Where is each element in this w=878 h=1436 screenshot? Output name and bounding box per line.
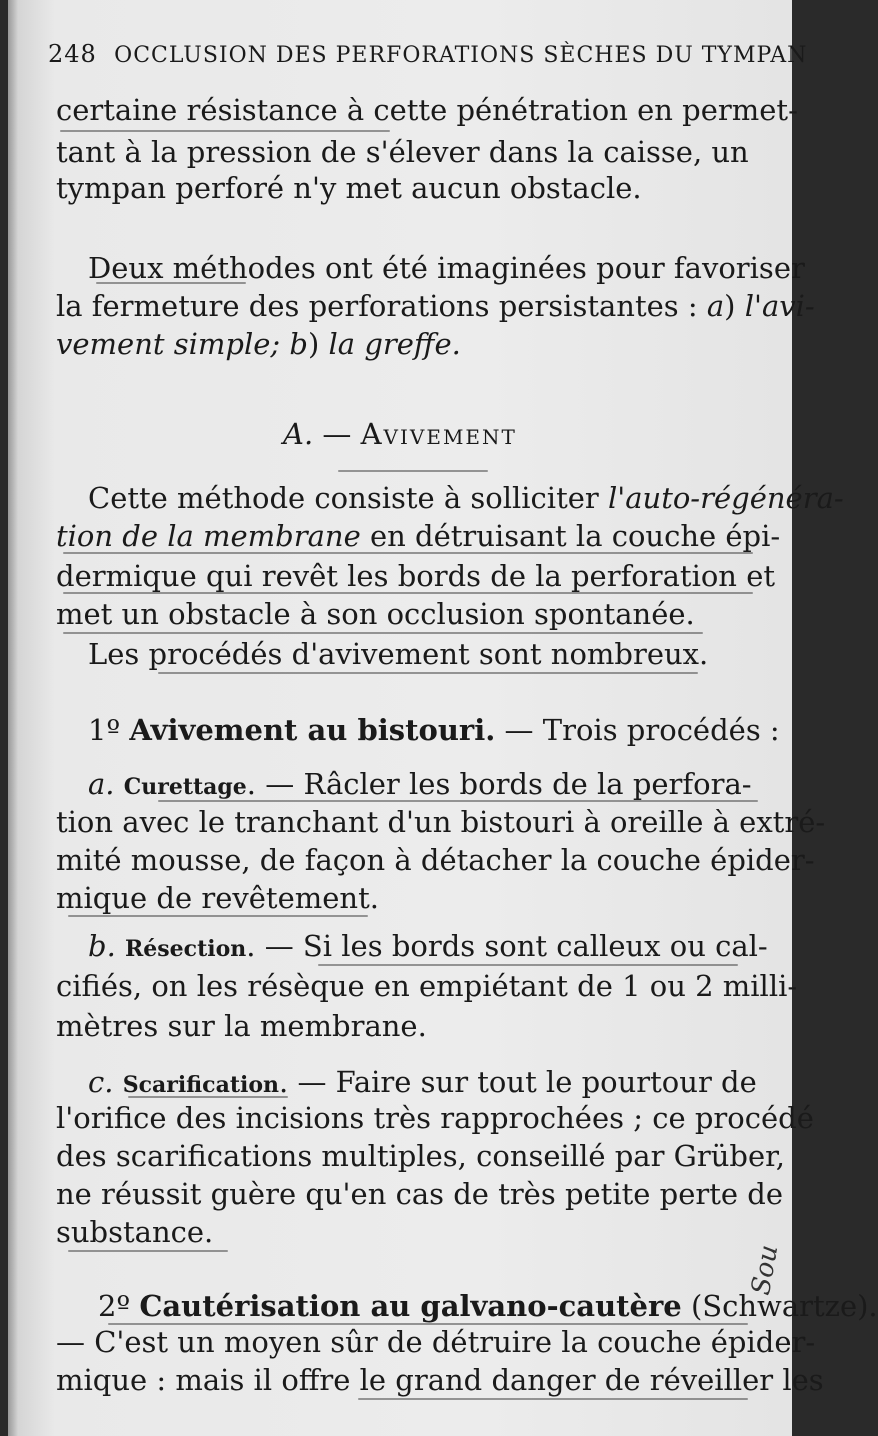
item-c-line-4: ne réussit guère qu'en cas de très petite perte de xyxy=(56,1177,783,1211)
subsection-2-number: 2º xyxy=(98,1289,140,1323)
subsection-1-number: 1º xyxy=(88,713,130,747)
item-a-line-3: mité mousse, de façon à détacher la couche épider- xyxy=(56,843,815,877)
subsection-2-line-3: mique : mais il offre le grand danger de réveiller les xyxy=(56,1363,824,1397)
p2-l3-greffe: la greffe. xyxy=(328,327,461,361)
page-number: 248 xyxy=(48,40,97,68)
paragraph-3-line-3: dermique qui revêt les bords de la perforation et xyxy=(56,559,776,593)
paragraph-3-line-5: Les procédés d'avivement sont nombreux. xyxy=(88,637,709,671)
item-b-line-1 xyxy=(88,926,768,969)
pencil-underline xyxy=(158,672,698,674)
item-c-title: Scarification xyxy=(122,1072,280,1098)
pencil-underline xyxy=(96,282,246,284)
pencil-underline xyxy=(318,964,738,966)
paragraph-2-line-3 xyxy=(56,324,461,364)
item-b-label: b. xyxy=(88,929,116,963)
section-a-heading xyxy=(283,414,517,454)
item-b-line-2: cifiés, on les résèque en empiétant de 1 ou 2 milli- xyxy=(56,969,798,1003)
subsection-1-rest: — Trois procédés : xyxy=(495,713,780,747)
p3-l2-italic: tion de la membrane xyxy=(56,519,361,553)
section-a-title: Avivement xyxy=(360,417,517,451)
paragraph-3-line-4: met un obstacle à son occlusion spontanée. xyxy=(56,597,695,631)
pencil-underline xyxy=(108,1323,748,1325)
subsection-2-title: Cautérisation au galvano-cautère xyxy=(139,1289,682,1323)
p2-l2-letter-a: a xyxy=(706,289,725,323)
pencil-underline xyxy=(63,592,753,594)
running-title: OCCLUSION DES PERFORATIONS SÈCHES DU TYMPAN xyxy=(114,43,808,68)
item-c-label: c. xyxy=(88,1065,114,1099)
running-header xyxy=(48,40,808,68)
p2-l3-paren: ) xyxy=(307,327,329,361)
item-a-line-2: tion avec le tranchant d'un bistouri à oreille à extré- xyxy=(56,805,826,839)
paragraph-3-line-2 xyxy=(56,516,780,556)
book-page xyxy=(8,0,878,1436)
section-a-letter: A. xyxy=(283,417,314,451)
item-a-l1-rest: . — Râcler les bords de la perfora- xyxy=(246,767,752,801)
item-b-l1-rest: . — Si les bords sont calleux ou cal- xyxy=(246,929,768,963)
p2-l2-text: la fermeture des perforations persistantes : xyxy=(56,289,707,323)
item-c-line-3: des scarifications multiples, conseillé par Grüber, xyxy=(56,1139,786,1173)
subsection-1-title: Avivement au bistouri. xyxy=(129,713,496,747)
item-c-line-2: l'orifice des incisions très rapprochées ; ce procédé xyxy=(56,1101,814,1135)
handwritten-margin-note: Sou xyxy=(745,1242,785,1298)
pencil-underline xyxy=(63,552,753,554)
subsection-2-line-2: — C'est un moyen sûr de détruire la couche épider- xyxy=(56,1325,816,1359)
p2-l3-text: vement simple; xyxy=(56,327,290,361)
pencil-underline xyxy=(158,800,758,802)
pencil-underline xyxy=(358,1398,748,1400)
pencil-underline xyxy=(338,470,488,472)
section-a-dash: — xyxy=(313,417,361,451)
pencil-underline xyxy=(128,1096,288,1098)
paragraph-2-line-1: Deux méthodes ont été imaginées pour favoriser xyxy=(88,251,805,285)
item-a-title: Curettage xyxy=(123,774,247,800)
item-a-label: a. xyxy=(88,767,115,801)
item-b-title: Résection xyxy=(125,936,247,962)
pencil-underline xyxy=(60,130,390,132)
item-b-line-3: mètres sur la membrane. xyxy=(56,1009,427,1043)
pencil-underline xyxy=(63,632,703,634)
paragraph-2-line-2 xyxy=(56,286,815,326)
p3-l1-italic: l'auto-régénéra- xyxy=(607,481,844,515)
subsection-1-heading xyxy=(88,710,780,750)
p3-l1-text: Cette méthode consiste à solliciter xyxy=(88,481,608,515)
pencil-underline xyxy=(68,915,368,917)
pencil-underline xyxy=(68,1250,228,1252)
item-c-l1-rest: . — Faire sur tout le pourtour de xyxy=(279,1065,757,1099)
p2-l2-avi: l'avi- xyxy=(744,289,815,323)
page-binding-shadow xyxy=(8,0,18,1436)
item-c-line-5: substance. xyxy=(56,1215,214,1249)
subsection-2-rest: (Schwartze). xyxy=(681,1289,878,1323)
paragraph-1-line-1: certaine résistance à cette pénétration en permet- xyxy=(56,93,798,127)
paragraph-1-line-2: tant à la pression de s'élever dans la caisse, un xyxy=(56,135,749,169)
p2-l2-paren: ) xyxy=(724,289,745,323)
paragraph-3-line-1 xyxy=(88,478,844,518)
p3-l2-text: en détruisant la couche épi- xyxy=(360,519,781,553)
paragraph-1-line-3: tympan perforé n'y met aucun obstacle. xyxy=(56,171,642,205)
p2-l3-letter-b: b xyxy=(289,327,308,361)
item-a-line-4: mique de revêtement. xyxy=(56,881,379,915)
